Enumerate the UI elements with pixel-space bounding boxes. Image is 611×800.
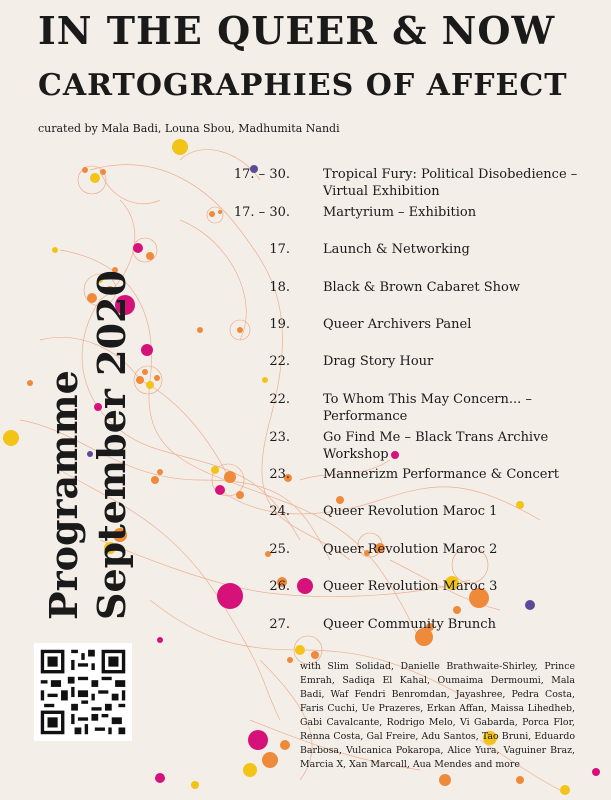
- event-date: 24.: [269, 504, 290, 519]
- event-date: 17.: [269, 242, 290, 257]
- qr-code-icon[interactable]: [34, 643, 132, 741]
- event-title: Go Find Me – Black Trans Archive Workshop: [323, 430, 549, 462]
- event-title: Queer Revolution Maroc 2: [323, 542, 498, 557]
- event-title: Queer Revolution Maroc 1: [323, 504, 498, 519]
- event-date: 23.: [269, 467, 290, 482]
- event-date: 26.: [269, 579, 290, 594]
- event-date: 18.: [269, 280, 290, 295]
- event-date: 25.: [269, 542, 290, 557]
- participants-credit: with Slim Solidad, Danielle Brathwaite-Shirley, Prince Emrah, Sadiqa El Kahal, Oumaima Dermoumi, Mala Badi, Waf Fendri Benromdan, Jayashree, Pedra Costa, Faris Cuchi, Ue Prazeres, Erkan Affan, Maissa Lihedheb, Gabi Cavalcante, Rodrigo Melo, Vi Gabarda, Porca Flor, Renna Costa, Gal Freire, Adu Santos, Tao Bruni, Eduardo Barbosa, Vulcanica Pokaropa, Alice Yura, Vaguiner Braz, Marcia X, Xan Marcall, Aua Mendes and more: [300, 661, 575, 770]
- event-title: Mannerizm Performance & Concert: [323, 467, 559, 482]
- event-title: Queer Revolution Maroc 3: [323, 579, 498, 594]
- event-date: 22.: [269, 354, 290, 369]
- event-title: To Whom This May Concern... – Performance: [323, 392, 532, 424]
- event-date: 22.: [269, 392, 290, 407]
- event-title: Martyrium – Exhibition: [323, 205, 477, 220]
- month-label: September 2020: [89, 270, 134, 620]
- event-title: Black & Brown Cabaret Show: [323, 280, 520, 295]
- event-title: Launch & Networking: [323, 242, 470, 257]
- event-title: Tropical Fury: Political Disobedience – Virtual Exhibition: [323, 167, 578, 199]
- event-date: 17. – 30.: [233, 205, 290, 220]
- event-date: 17. – 30.: [233, 167, 290, 182]
- poster-title: IN THE QUEER & NOW: [38, 8, 556, 53]
- event-date: 27.: [269, 617, 290, 632]
- event-title: Queer Community Brunch: [323, 617, 496, 632]
- curator-credit: curated by Mala Badi, Louna Sbou, Madhumita Nandi: [38, 122, 340, 135]
- programme-label: Programme: [41, 370, 86, 620]
- event-date: 19.: [269, 317, 290, 332]
- event-title: Drag Story Hour: [323, 354, 434, 369]
- poster-subtitle: CARTOGRAPHIES OF AFFECT: [38, 68, 568, 103]
- event-title: Queer Archivers Panel: [323, 317, 472, 332]
- event-date: 23.: [269, 430, 290, 445]
